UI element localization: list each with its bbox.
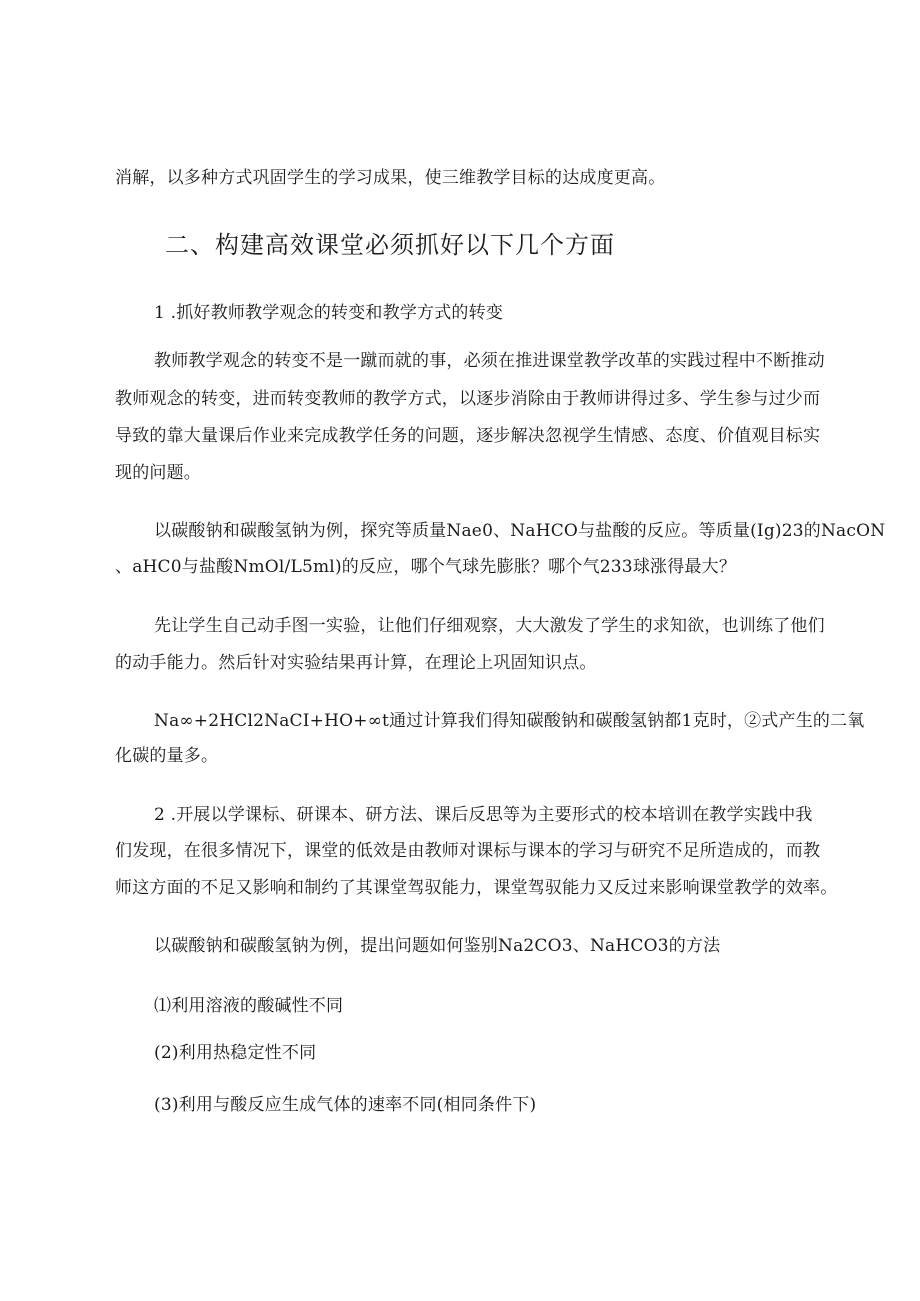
section-heading: 二、构建高效课堂必须抓好以下几个方面	[165, 231, 615, 259]
item1-para2-line2: 、aHC0与盐酸NmOl/L5ml)的反应，哪个气球先膨胀？哪个气233球涨得最大？	[115, 557, 737, 577]
item1-title: 1 .抓好教师教学观念的转变和教学方式的转变	[154, 303, 504, 323]
item1-para3-line1: 先让学生自己动手图一实验，让他们仔细观察，大大激发了学生的求知欲，也训练了他们	[154, 616, 825, 636]
item2-para1-line3: 师这方面的不足又影响和制约了其课堂驾驭能力，课堂驾驭能力又反过来影响课堂教学的效率。	[115, 878, 838, 898]
item1-para1-line4: 现的问题。	[115, 463, 201, 483]
item1-para4-line1: Na∞+2HCl2NaCI+HO+∞t通过计算我们得知碳酸钠和碳酸氢钠都1克时，②式产生的二氧	[154, 711, 865, 731]
item2-para1-line2: 们发现，在很多情况下，课堂的低效是由教师对课标与课本的学习与研究不足所造成的，而教	[115, 841, 821, 861]
method-item-2: (2)利用热稳定性不同	[154, 1043, 317, 1063]
item2-para2: 以碳酸钠和碳酸氢钠为例，提出问题如何鉴别Na2CO3、NaHCO3的方法	[154, 936, 721, 956]
item1-para3-line2: 的动手能力。然后针对实验结果再计算，在理论上巩固知识点。	[115, 653, 597, 673]
item2-para1-line1: 2 .开展以学课标、研课本、研方法、课后反思等为主要形式的校本培训在教学实践中我	[154, 805, 813, 825]
item1-para1-line1: 教师教学观念的转变不是一蹴而就的事，必须在推进课堂教学改革的实践过程中不断推动	[154, 351, 825, 371]
item1-para1-line2: 教师观念的转变，进而转变教师的教学方式，以逐步消除由于教师讲得过多、学生参与过少而	[115, 389, 821, 409]
intro-line: 消解，以多种方式巩固学生的学习成果，使三维教学目标的达成度更高。	[115, 168, 666, 188]
item1-para4-line2: 化碳的量多。	[115, 746, 219, 766]
item1-para1-line3: 导致的靠大量课后作业来完成教学任务的问题，逐步解决忽视学生情感、态度、价值观目标实	[115, 426, 821, 446]
method-item-1: ⑴利用溶液的酸碱性不同	[154, 996, 344, 1016]
method-item-3: (3)利用与酸反应生成气体的速率不同(相同条件下)	[154, 1095, 537, 1115]
item1-para2-line1: 以碳酸钠和碳酸氢钠为例，探究等质量Nae0、NaHCO与盐酸的反应。等质量(Ig)23的NacON	[154, 521, 886, 541]
